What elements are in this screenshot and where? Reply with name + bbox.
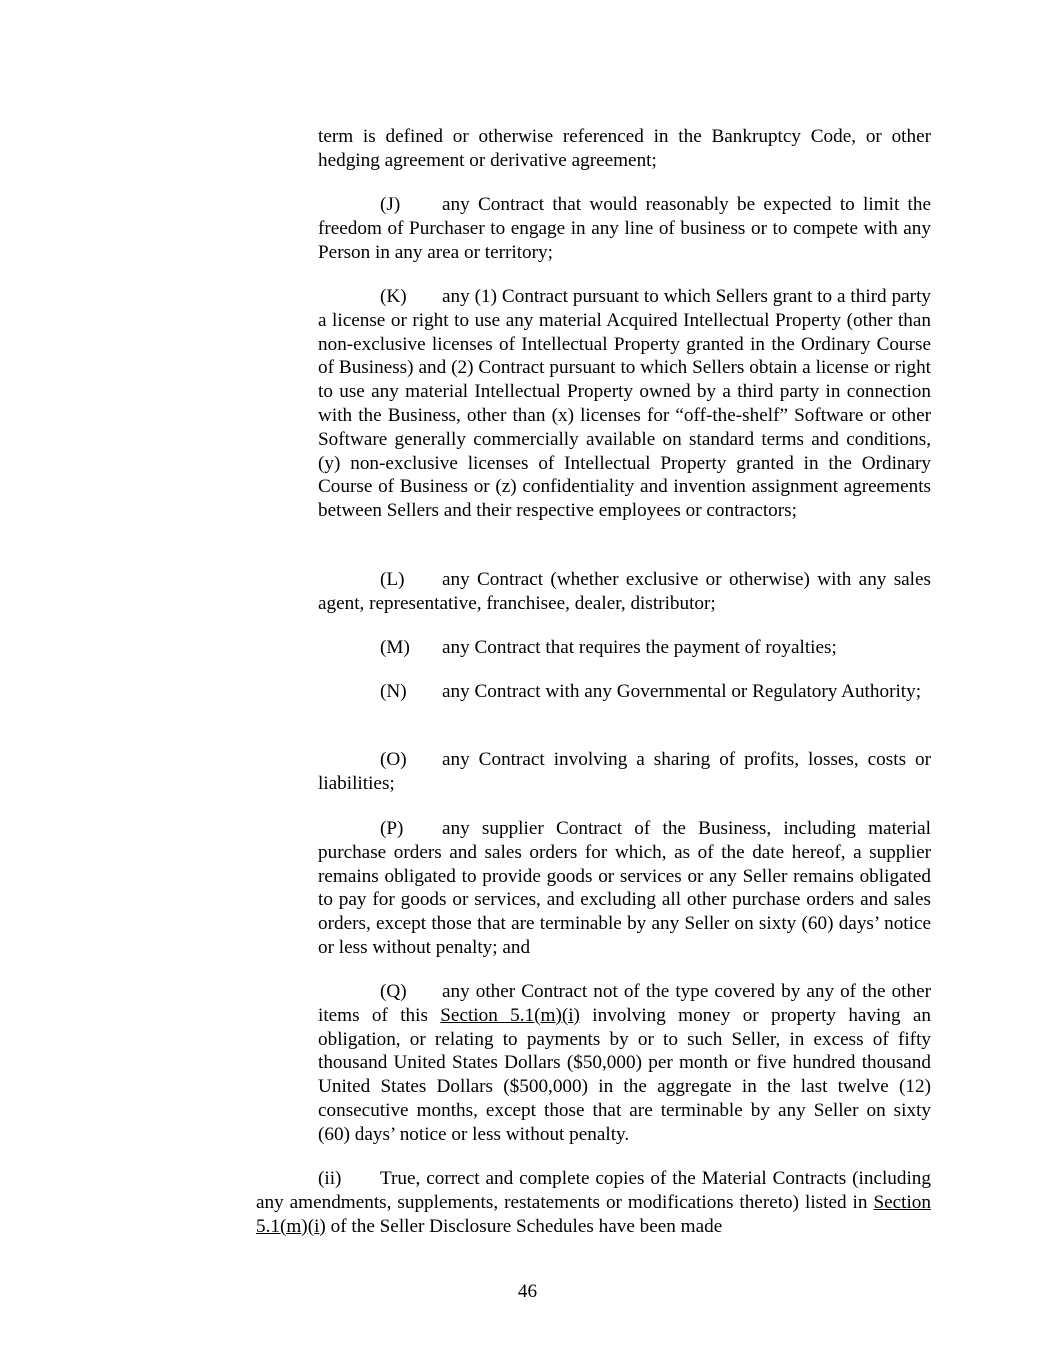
clause-label: (O) — [380, 749, 407, 770]
clause-m — [318, 636, 931, 660]
section-text-after: of the Seller Disclosure Schedules have been made — [325, 1215, 723, 1237]
clause-text: any (1) Contract pursuant to which Sellers grant to a third party a license or right to use any material Acquired Intellectual Property (other than non-exclusive licenses of Intellectual Property granted in the Ordinary Course of Business) and (2) Contract pursuant to which Sellers obtain a license or right to use any material Intellectual Property owned by a third party in connection with the Business, other than (x) licenses for “off-the-shelf” Software or other Software generally commercially available on standard terms and conditions, (y) non-exclusive licenses of Intellectual Property granted in the Ordinary Course of Business or (z) confidentiality and invention assignment agreements between Sellers and their respective employees or contractors; — [318, 286, 931, 522]
clause-j — [318, 193, 931, 264]
clause-text: any Contract (whether exclusive or otherwise) with any sales agent, representative, franchisee, dealer, distributor; — [318, 569, 931, 614]
section-label: (ii) — [318, 1168, 342, 1189]
clause-text: any Contract with any Governmental or Regulatory Authority; — [442, 681, 922, 702]
clause-o — [318, 748, 931, 796]
clause-label: (L) — [380, 569, 405, 590]
clause-text: any supplier Contract of the Business, including material purchase orders and sales orders for which, as of the date hereof, a supplier remains obligated to provide goods or services or any Seller remains obligated to pay for goods or services, and excluding all other purchase orders and sales orders, except those that are terminable by any Seller on sixty (60) days’ notice or less without penalty; and — [318, 818, 931, 958]
clause-label: (K) — [380, 286, 407, 307]
section-ii-paragraph — [256, 1167, 931, 1238]
section-text-before: True, correct and complete copies of the Material Contracts (including any amendments, supplements, restatements or modifications thereto) listed in — [256, 1168, 931, 1213]
section-reference: Section 5.1(m)(i) — [440, 1004, 580, 1026]
clause-text-after: involving money or property having an obligation, or relating to payments by or to such Seller, in excess of fifty thousand United States Dollars ($50,000) per month or five hundred thousand United States Dollars ($500,000) in the aggregate in the last twelve (12) consecutive months, except those that are terminable by any Seller on sixty (60) days’ notice or less without penalty. — [318, 1004, 931, 1145]
clause-label: (P) — [380, 818, 404, 839]
clause-q — [318, 980, 931, 1147]
clause-label: (N) — [380, 681, 407, 702]
clause-text: any Contract involving a sharing of profits, losses, costs or liabilities; — [318, 749, 931, 794]
clause-l — [318, 568, 931, 616]
clause-p — [318, 817, 931, 960]
clause-label: (M) — [380, 637, 410, 658]
clause-text: any Contract that would reasonably be expected to limit the freedom of Purchaser to engage in any line of business or to compete with any Person in any area or territory; — [318, 194, 931, 263]
continuation-paragraph: term is defined or otherwise referenced in the Bankruptcy Code, or other hedging agreement or derivative agreement; — [318, 126, 931, 171]
clause-text: any Contract that requires the payment of royalties; — [442, 637, 837, 658]
clause-k — [318, 285, 931, 523]
clause-n — [318, 680, 931, 704]
clause-label: (Q) — [380, 981, 407, 1002]
clause-text-before: any other Contract not of the type covered by any of the other items of this — [318, 981, 931, 1026]
section-reference: Section 5.1(m)(i) — [256, 1191, 931, 1237]
page-number: 46 — [517, 1281, 538, 1302]
clause-label: (J) — [380, 194, 401, 215]
